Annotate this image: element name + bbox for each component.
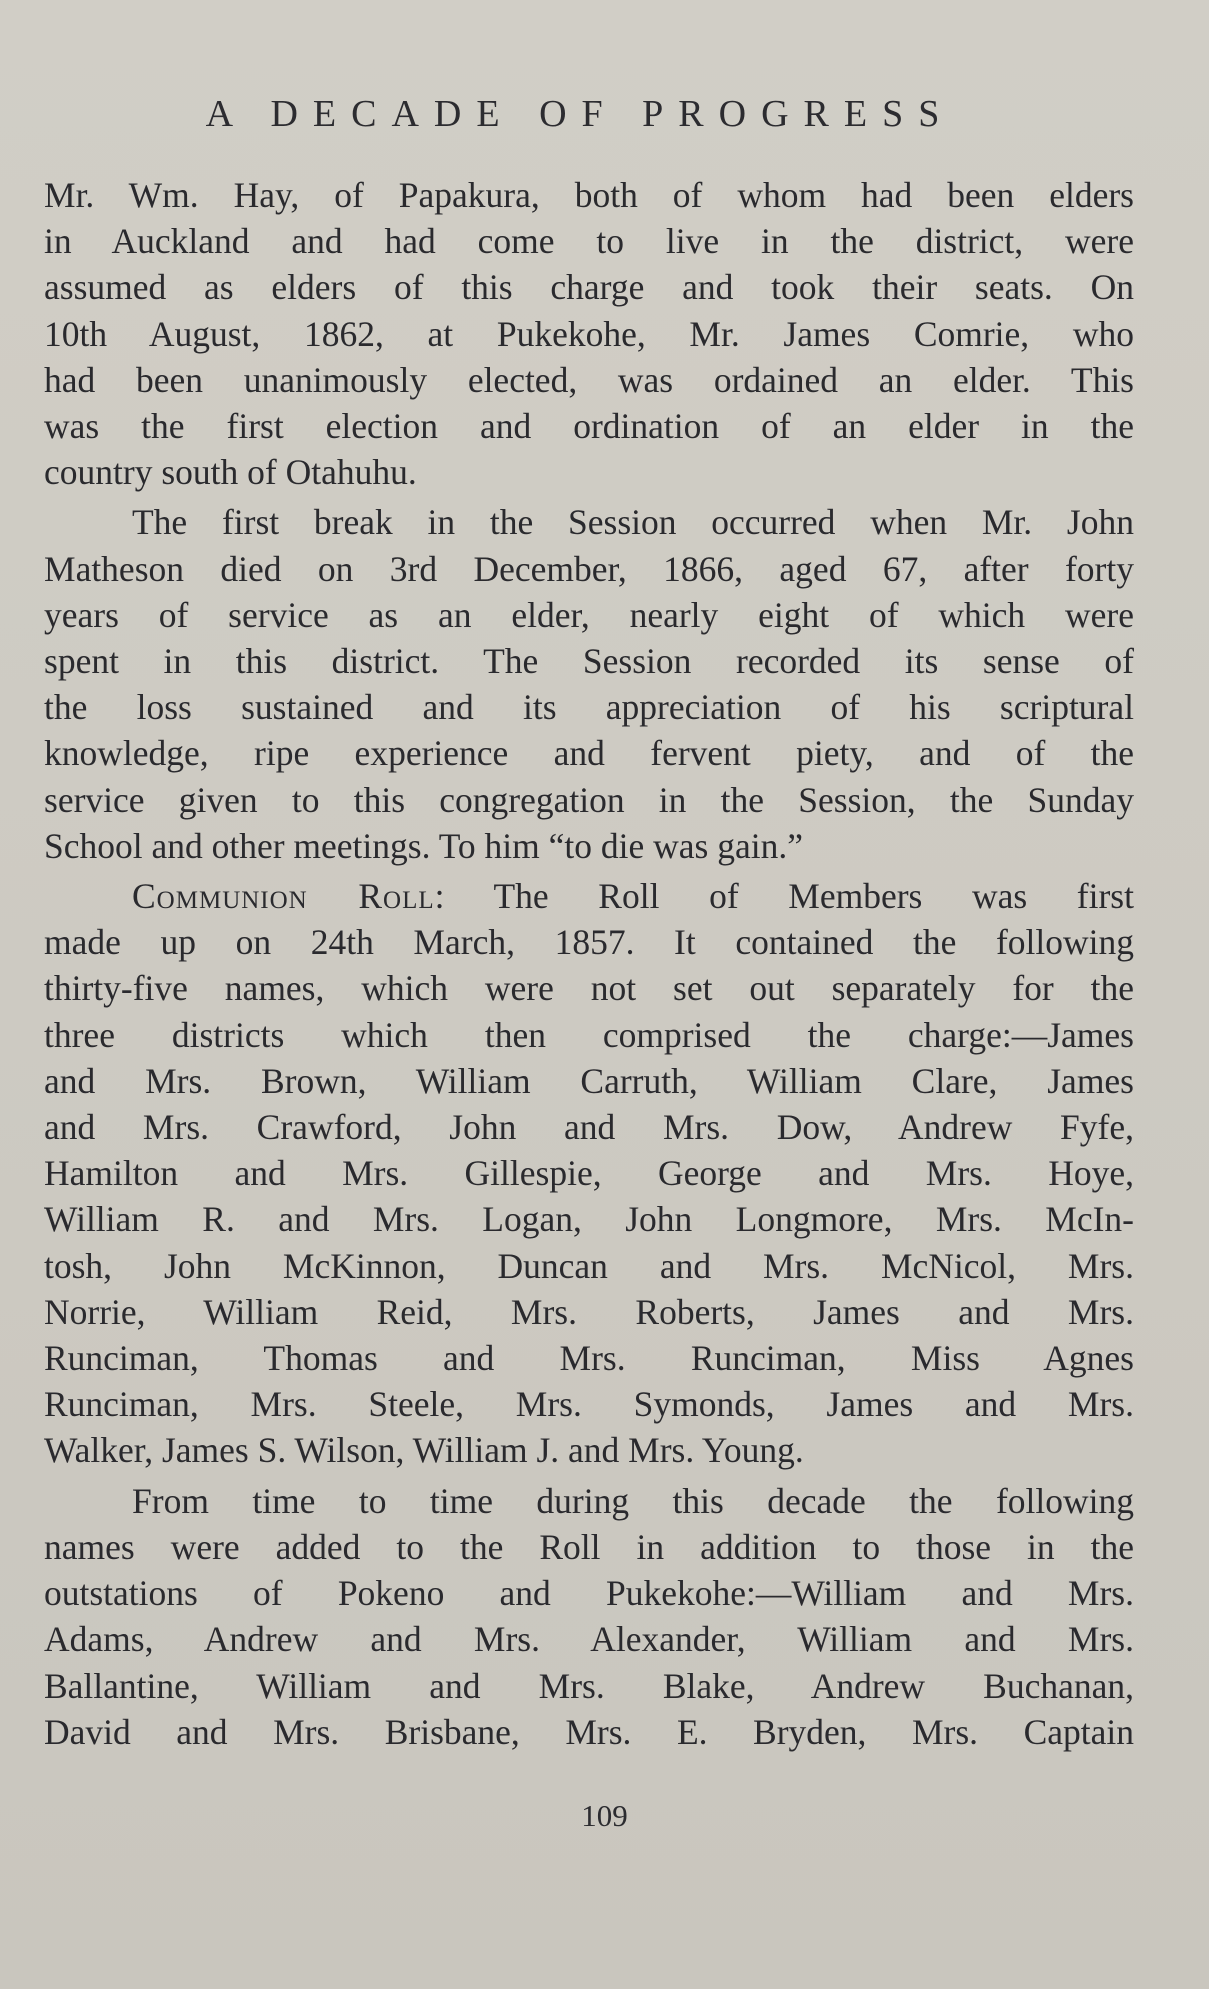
text-line: knowledge, ripe experience and fervent piety, and of the bbox=[44, 733, 1134, 774]
text-line: service given to this congregation in the Session, the Sunday bbox=[44, 779, 1134, 820]
page-number: 109 bbox=[581, 1798, 628, 1833]
text-line: names were added to the Roll in addition to those in the bbox=[44, 1526, 1134, 1567]
text-line: was the first election and ordination of an elder in the bbox=[44, 406, 1134, 447]
text-line: and Mrs. Crawford, John and Mrs. Dow, Andrew Fyfe, bbox=[44, 1107, 1134, 1148]
text-line: Matheson died on 3rd December, 1866, aged 67, after forty bbox=[44, 548, 1134, 589]
body-text bbox=[44, 172, 1134, 1755]
text-line bbox=[44, 873, 1134, 919]
text-line: had been unanimously elected, was ordained an elder. This bbox=[44, 359, 1134, 400]
text-line: years of service as an elder, nearly eight of which were bbox=[44, 594, 1134, 635]
text-line: The first break in the Session occurred when Mr. John bbox=[132, 502, 1134, 543]
text-line: Runciman, Mrs. Steele, Mrs. Symonds, James and Mrs. bbox=[44, 1384, 1134, 1425]
text-line: William R. and Mrs. Logan, John Longmore, Mrs. McIn- bbox=[44, 1199, 1134, 1240]
text-line: School and other meetings. To him “to die was gain.” bbox=[44, 825, 803, 866]
text-line: and Mrs. Brown, William Carruth, William Clare, James bbox=[44, 1060, 1134, 1101]
text-line: three districts which then comprised the charge:—James bbox=[44, 1014, 1134, 1055]
text-line: the loss sustained and its appreciation of his scriptural bbox=[44, 687, 1134, 728]
text-line: tosh, John McKinnon, Duncan and Mrs. McNicol, Mrs. bbox=[44, 1245, 1134, 1286]
text-line: Adams, Andrew and Mrs. Alexander, William and Mrs. bbox=[44, 1619, 1134, 1660]
text-line: Norrie, William Reid, Mrs. Roberts, James and Mrs. bbox=[44, 1291, 1134, 1332]
paragraph-2 bbox=[44, 499, 1134, 869]
paragraph-4 bbox=[44, 1478, 1134, 1755]
text-line: Ballantine, William and Mrs. Blake, Andrew Buchanan, bbox=[44, 1665, 1134, 1706]
text-line: 10th August, 1862, at Pukekohe, Mr. James Comrie, who bbox=[44, 313, 1134, 354]
text-line: in Auckland and had come to live in the district, were bbox=[44, 221, 1134, 262]
section-heading: Communion Roll bbox=[132, 876, 435, 917]
text-line: From time to time during this decade the following bbox=[132, 1480, 1134, 1521]
text-line: Runciman, Thomas and Mrs. Runciman, Miss Agnes bbox=[44, 1338, 1134, 1379]
text-line: outstations of Pokeno and Pukekohe:—William and Mrs. bbox=[44, 1573, 1134, 1614]
text-line: Hamilton and Mrs. Gillespie, George and Mrs. Hoye, bbox=[44, 1153, 1134, 1194]
text-line: country south of Otahuhu. bbox=[44, 452, 417, 493]
paragraph-1 bbox=[44, 172, 1134, 495]
text-line: Mr. Wm. Hay, of Papakura, both of whom had been elders bbox=[44, 175, 1134, 215]
text-line: made up on 24th March, 1857. It contained the following bbox=[44, 922, 1134, 963]
text-line: David and Mrs. Brisbane, Mrs. E. Bryden, Mrs. Captain bbox=[44, 1711, 1134, 1752]
text-line: assumed as elders of this charge and took their seats. On bbox=[44, 267, 1134, 308]
text-line: Walker, James S. Wilson, William J. and Mrs. Young. bbox=[44, 1430, 804, 1471]
text-line: spent in this district. The Session recorded its sense of bbox=[44, 641, 1134, 682]
running-head: A DECADE OF PROGRESS bbox=[205, 93, 955, 135]
text-line: thirty-five names, which were not set out separately for the bbox=[44, 968, 1134, 1009]
heading-line-text: : The Roll of Members was first bbox=[434, 876, 1134, 917]
paragraph-communion-roll bbox=[44, 873, 1134, 1474]
